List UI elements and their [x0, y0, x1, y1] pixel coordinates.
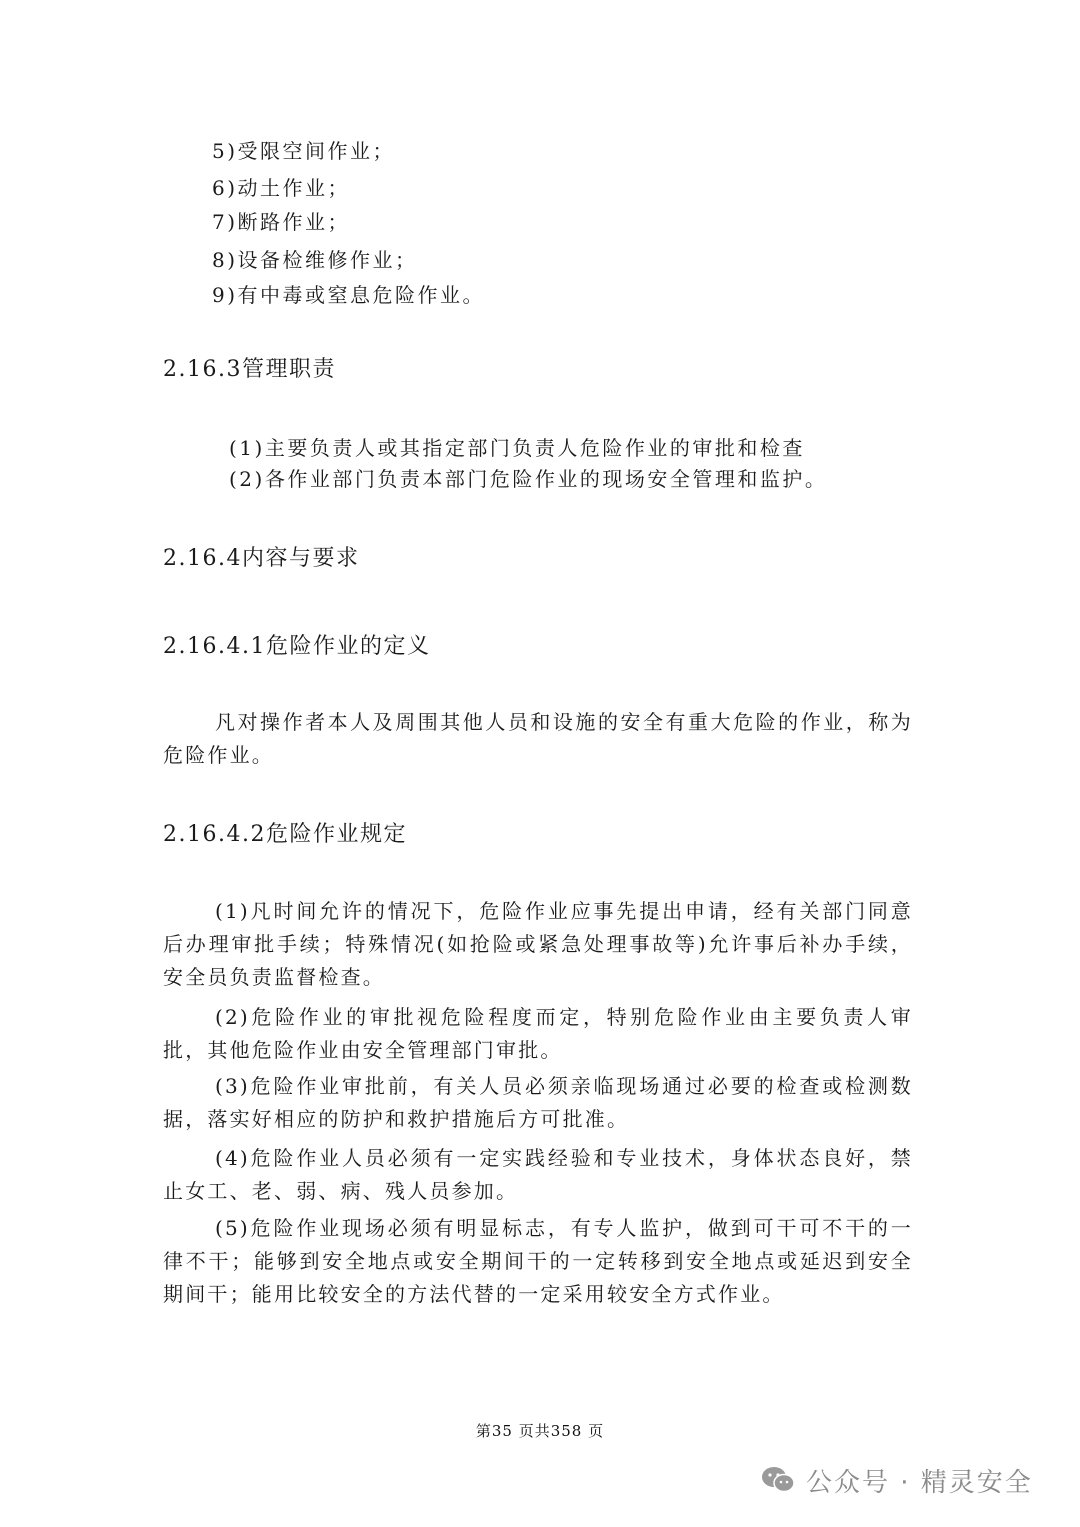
- duty-item: (1)主要负责人或其指定部门负责人危险作业的审批和检查: [229, 436, 805, 460]
- rule-paragraph: (5)危险作业现场必须有明显标志，有专人监护，做到可干可不干的一律不干；能够到安全地点或安全期间干的一定转移到安全地点或延迟到安全期间干；能用比较安全的方法代替的一定采用较安全方式作业。: [163, 1216, 913, 1306]
- page-number-footer: 第35 页共358 页: [475, 1422, 605, 1440]
- section-heading-duties: 2.16.3管理职责: [163, 357, 336, 382]
- list-item: 6)动土作业；: [212, 176, 351, 200]
- list-item: 8)设备检维修作业；: [212, 248, 418, 272]
- section-heading-definition: 2.16.4.1危险作业的定义: [163, 634, 431, 659]
- list-item: 7)断路作业；: [212, 210, 351, 234]
- list-item: 5)受限空间作业；: [212, 139, 396, 163]
- definition-paragraph: 凡对操作者本人及周围其他人员和设施的安全有重大危险的作业，称为危险作业。: [163, 710, 913, 767]
- section-heading-rules: 2.16.4.2危险作业规定: [163, 822, 407, 847]
- watermark: [760, 1458, 1033, 1502]
- rule-paragraph: (2)危险作业的审批视危险程度而定，特别危险作业由主要负责人审批，其他危险作业由安全管理部门审批。: [163, 1005, 913, 1062]
- rule-paragraph: (3)危险作业审批前，有关人员必须亲临现场通过必要的检查或检测数据，落实好相应的防护和救护措施后方可批准。: [163, 1074, 913, 1131]
- watermark-text: 公众号 · 精灵安全: [806, 1467, 1033, 1498]
- rule-paragraph: (1)凡时间允许的情况下，危险作业应事先提出申请，经有关部门同意后办理审批手续；特殊情况(如抢险或紧急处理事故等)允许事后补办手续，安全员负责监督检查。: [163, 899, 913, 989]
- wechat-icon: [760, 1464, 796, 1496]
- rule-paragraph: (4)危险作业人员必须有一定实践经验和专业技术，身体状态良好，禁止女工、老、弱、病、残人员参加。: [163, 1146, 913, 1203]
- section-heading-content: 2.16.4内容与要求: [163, 546, 360, 571]
- duty-item: (2)各作业部门负责本部门危险作业的现场安全管理和监护。: [229, 467, 828, 491]
- list-item: 9)有中毒或窒息危险作业。: [212, 283, 486, 307]
